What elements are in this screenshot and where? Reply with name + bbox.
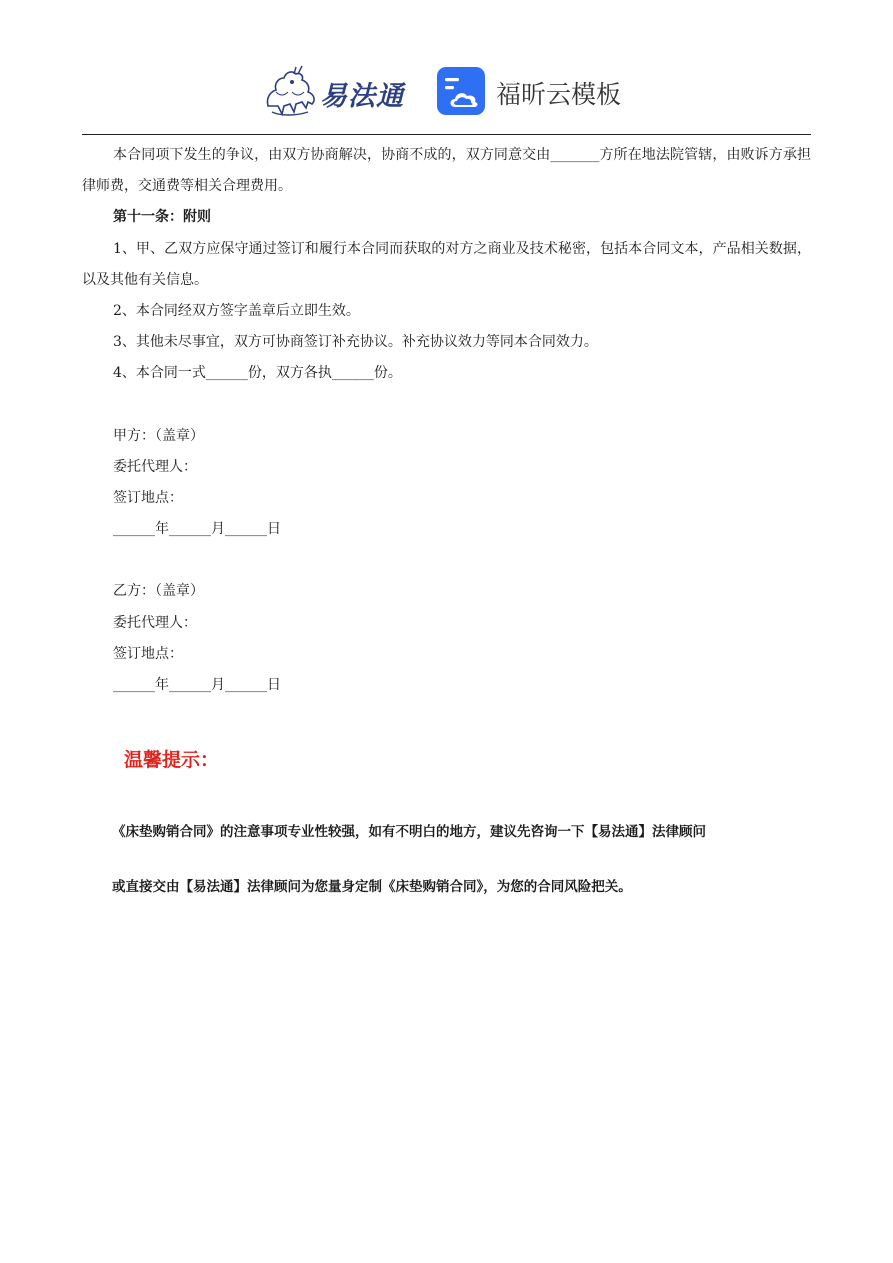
qilin-icon [262, 62, 320, 120]
warm-tip-body [112, 805, 812, 915]
party-b-place: 签订地点： [113, 645, 183, 662]
warm-tip-title: 温馨提示： [124, 749, 220, 771]
clause-2: 2、本合同经双方签字盖章后立即生效。 [113, 303, 360, 320]
foxit-cloud-template-text: 福昕云模板 [496, 80, 622, 109]
spacer [82, 390, 811, 421]
party-b-agent: 委托代理人： [113, 614, 197, 631]
warm-tip-line-1: 《床垫购销合同》的注意事项专业性较强，如有不明白的地方，建议先咨询一下【易法通】法律顾问 [112, 824, 706, 840]
warm-tip-line-2: 或直接交由【易法通】法律顾问为您量身定制《床垫购销合同》，为您的合同风险把关。 [112, 879, 632, 895]
party-b-date: ______年______月______日 [113, 677, 281, 694]
party-a-label: 甲方：（盖章） [113, 427, 204, 444]
party-a-place: 签订地点： [113, 490, 183, 507]
party-a-date: ______年______月______日 [113, 521, 281, 538]
document-cloud-icon [436, 66, 486, 116]
yifatong-logo-text: 易法通 [320, 81, 404, 112]
clause-4: 4、本合同一式______份，双方各执______份。 [113, 365, 402, 382]
yifatong-logo [262, 62, 412, 120]
clause-1: 1、甲、乙双方应保守通过签订和履行本合同而获取的对方之商业及技术秘密，包括本合同文本，产品相关数据，以及其他有关信息。 [82, 240, 811, 288]
contract-body [82, 140, 811, 701]
spacer [82, 545, 811, 576]
foxit-cloud-template-logo [436, 66, 636, 118]
dispute-paragraph: 本合同项下发生的争议，由双方协商解决，协商不成的，双方同意交由_______方所在地法院管辖，由败诉方承担律师费，交通费等相关合理费用。 [82, 147, 811, 195]
article-11-title: 第十一条：附则 [113, 209, 211, 226]
party-a-agent: 委托代理人： [113, 458, 197, 475]
clause-3: 3、其他未尽事宜，双方可协商签订补充协议。补充协议效力等同本合同效力。 [113, 334, 598, 351]
header-divider [82, 134, 811, 135]
party-b-label: 乙方：（盖章） [113, 583, 204, 600]
page-header [0, 0, 893, 136]
